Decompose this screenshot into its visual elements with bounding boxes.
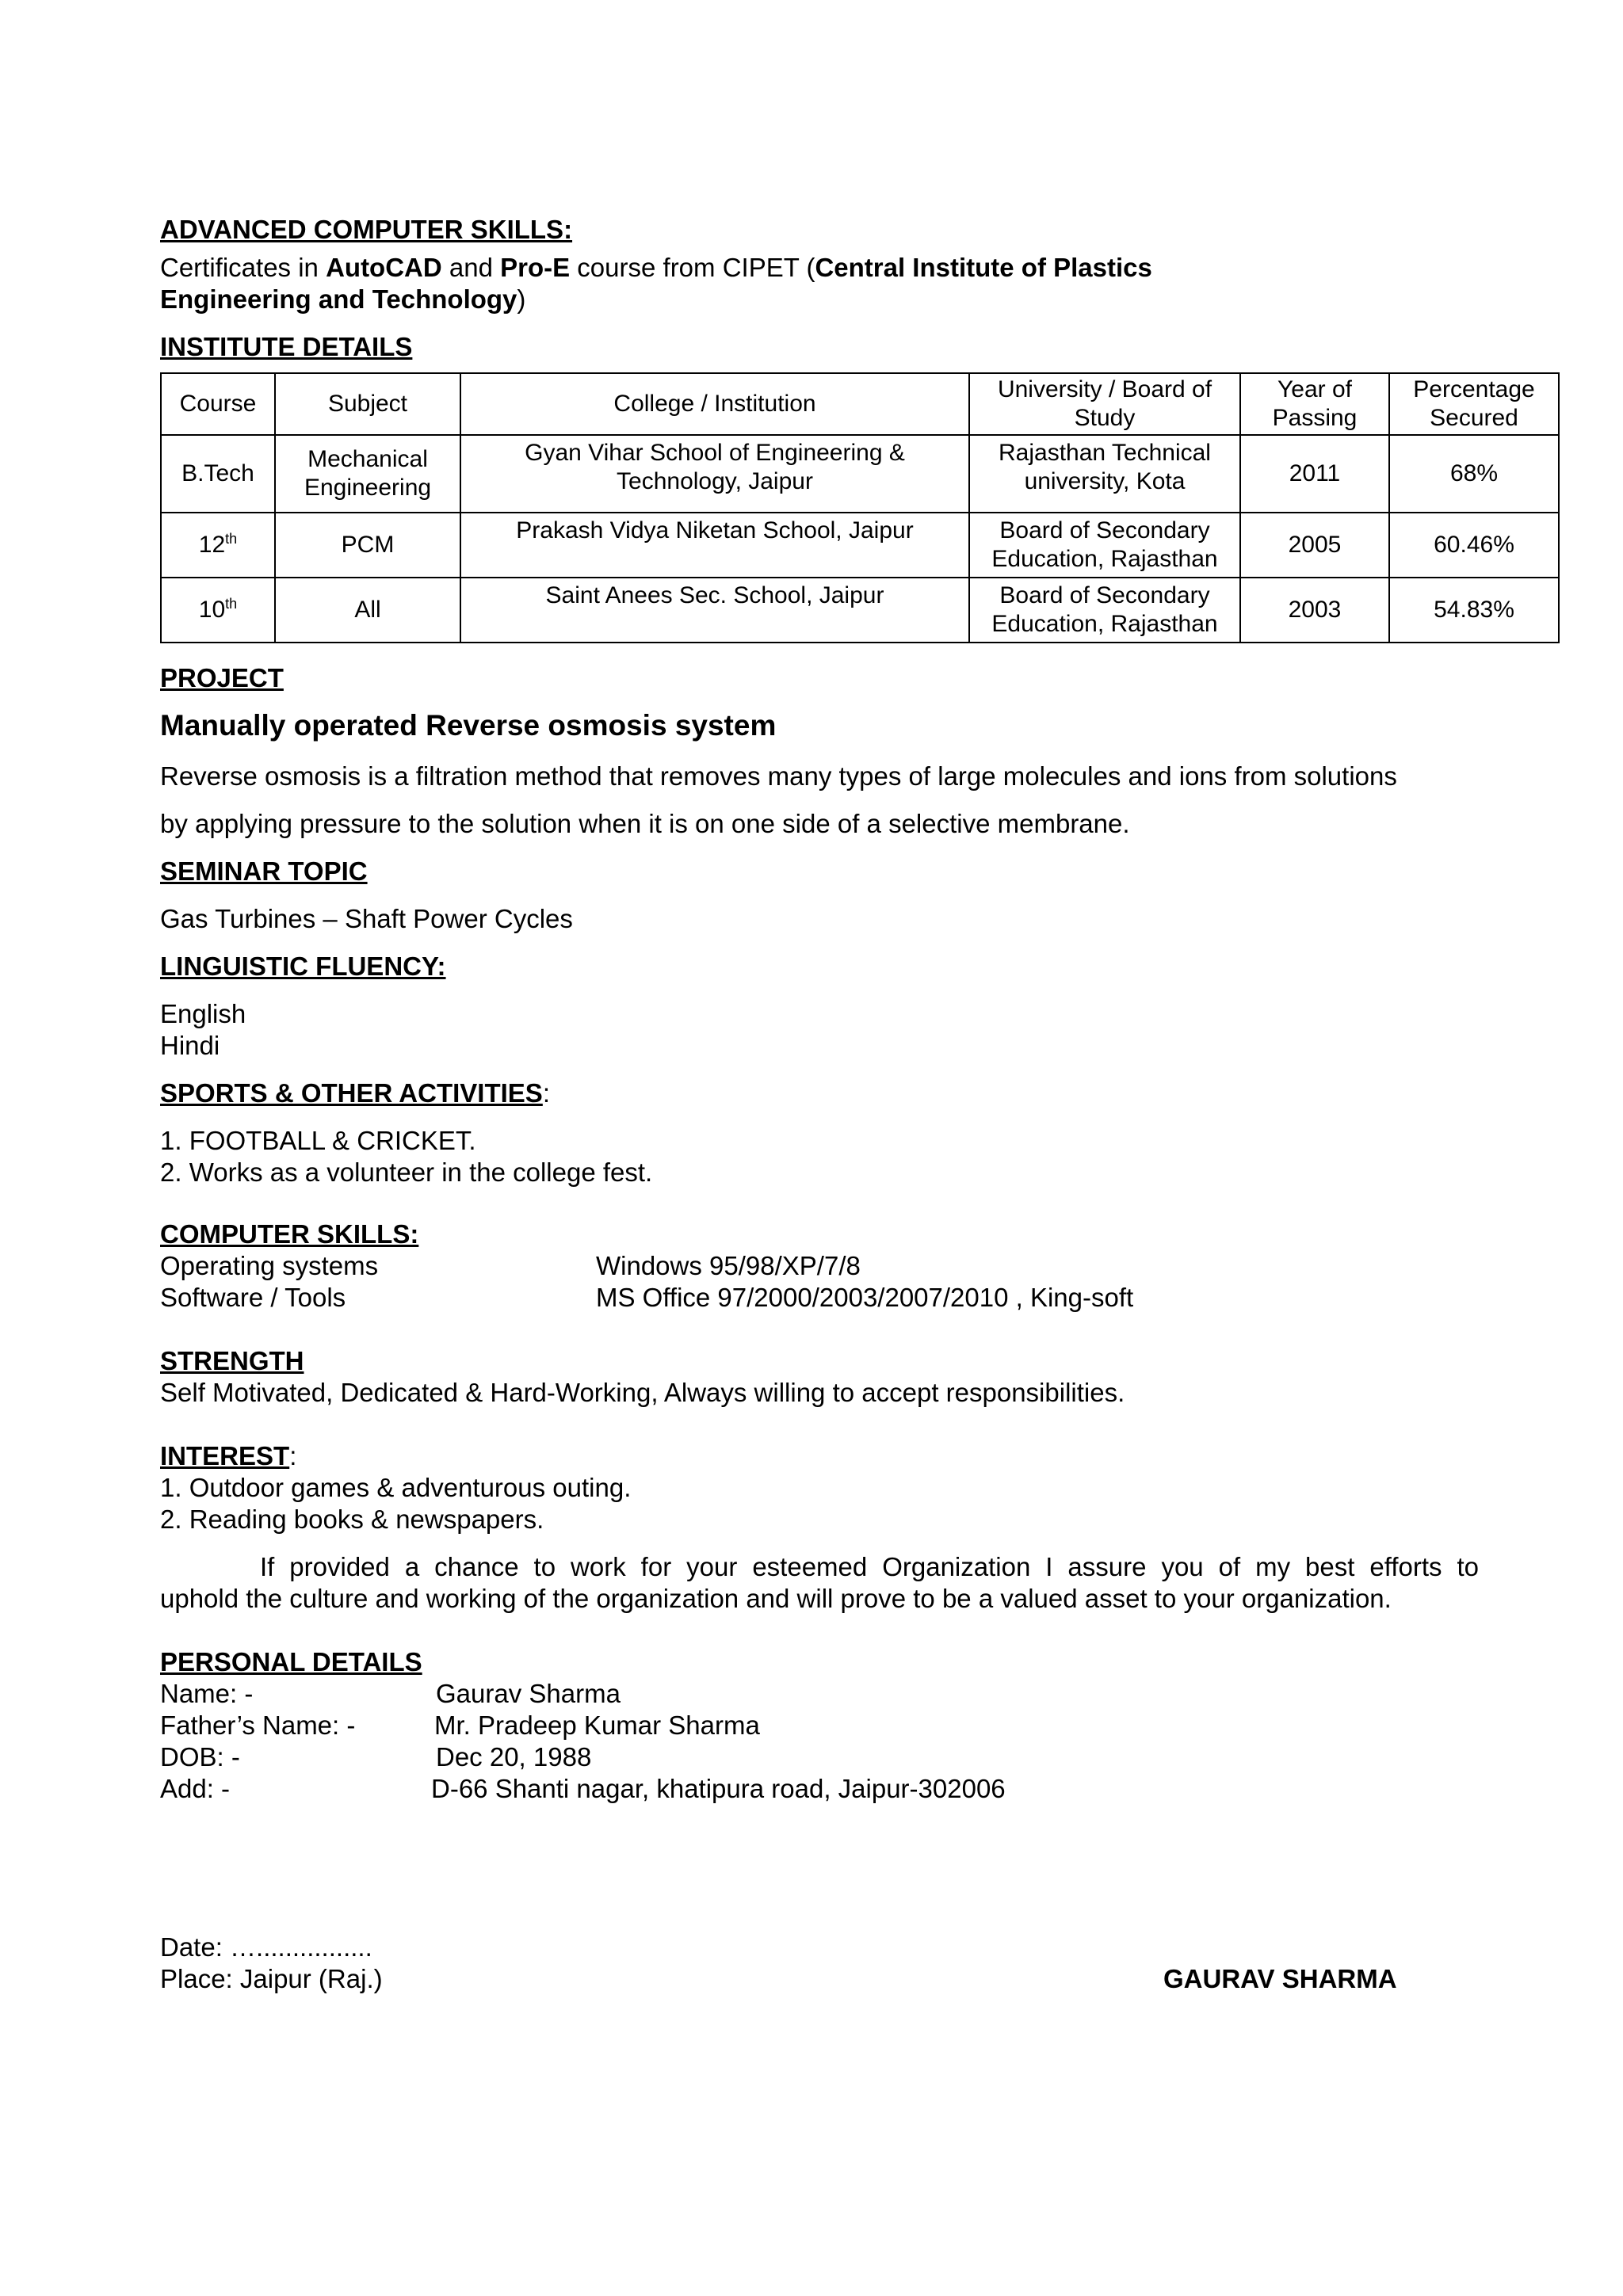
cell-college: Saint Anees Sec. School, Jaipur [460, 578, 969, 643]
personal-value: Gaurav Sharma [436, 1679, 621, 1708]
table-header-row [161, 373, 1559, 435]
date-line: Date: …................ [160, 1932, 372, 1962]
cell-subject: PCM [275, 513, 460, 578]
project-title: Manually operated Reverse osmosis system [160, 709, 777, 742]
project-description-line-1: Reverse osmosis is a filtration method that removes many types of large molecules and ions from solutions [160, 761, 1397, 791]
advanced-skills-line-2: Engineering and Technology) [160, 284, 526, 314]
institute-table [160, 372, 1560, 643]
cell-percentage: 60.46% [1389, 513, 1559, 578]
cell-subject: Mechanical Engineering [275, 435, 460, 513]
computer-skill-label: Software / Tools [160, 1283, 346, 1312]
signature-name: GAURAV SHARMA [1163, 1964, 1397, 1993]
institute-heading: INSTITUTE DETAILS [160, 332, 413, 361]
cell-subject: All [275, 578, 460, 643]
interest-heading-line: INTEREST: [160, 1441, 297, 1470]
cell-year: 2003 [1240, 578, 1389, 643]
personal-heading: PERSONAL DETAILS [160, 1647, 422, 1676]
sports-item: 2. Works as a volunteer in the college fest. [160, 1158, 653, 1187]
personal-value: Mr. Pradeep Kumar Sharma [434, 1711, 760, 1740]
sports-item: 1. FOOTBALL & CRICKET. [160, 1126, 476, 1155]
cell-course: B.Tech [161, 435, 275, 513]
cell-year: 2011 [1240, 435, 1389, 513]
cell-university: Board of Secondary Education, Rajasthan [969, 513, 1240, 578]
header-university: University / Board of Study [969, 373, 1240, 435]
linguistic-heading: LINGUISTIC FLUENCY: [160, 952, 446, 981]
personal-value: Dec 20, 1988 [436, 1742, 592, 1772]
cell-percentage: 68% [1389, 435, 1559, 513]
personal-label: Name: - [160, 1679, 254, 1708]
seminar-heading: SEMINAR TOPIC [160, 856, 368, 886]
cell-college: Gyan Vihar School of Engineering & Technology, Jaipur [460, 435, 969, 513]
interest-heading: INTEREST [160, 1441, 290, 1470]
advanced-skills-heading: ADVANCED COMPUTER SKILLS: [160, 215, 573, 244]
personal-value: D-66 Shanti nagar, khatipura road, Jaipur-302006 [431, 1774, 1006, 1803]
cell-college: Prakash Vidya Niketan School, Jaipur [460, 513, 969, 578]
table-row [161, 513, 1559, 578]
personal-label: DOB: - [160, 1742, 240, 1772]
personal-label: Add: - [160, 1774, 231, 1803]
seminar-topic: Gas Turbines – Shaft Power Cycles [160, 904, 573, 933]
cell-university: Rajasthan Technical university, Kota [969, 435, 1240, 513]
cell-course: 10th [161, 578, 275, 643]
language-item: English [160, 999, 246, 1028]
header-course: Course [161, 373, 275, 435]
closing-line-1: If provided a chance to work for your esteemed Organization I assure you of my best efforts to [260, 1552, 1479, 1581]
table-row [161, 435, 1559, 513]
strength-heading: STRENGTH [160, 1346, 304, 1375]
place-line: Place: Jaipur (Raj.) [160, 1964, 383, 1993]
project-description-line-2: by applying pressure to the solution when it is on one side of a selective membrane. [160, 809, 1130, 838]
sports-heading: SPORTS & OTHER ACTIVITIES [160, 1078, 543, 1108]
cell-percentage: 54.83% [1389, 578, 1559, 643]
strength-text: Self Motivated, Dedicated & Hard-Working, Always willing to accept responsibilities. [160, 1378, 1125, 1407]
header-college: College / Institution [460, 373, 969, 435]
computer-skill-label: Operating systems [160, 1251, 379, 1280]
personal-label: Father’s Name: - [160, 1711, 356, 1740]
header-subject: Subject [275, 373, 460, 435]
closing-line-2: uphold the culture and working of the organization and will prove to be a valued asset to your organization. [160, 1584, 1392, 1613]
computer-skill-value: MS Office 97/2000/2003/2007/2010 , King-soft [596, 1283, 1134, 1312]
computer-skill-value: Windows 95/98/XP/7/8 [596, 1251, 861, 1280]
sports-heading-line: SPORTS & OTHER ACTIVITIES: [160, 1078, 550, 1108]
interest-item: 2. Reading books & newspapers. [160, 1505, 544, 1534]
advanced-skills-line-1: Certificates in AutoCAD and Pro-E course from CIPET (Central Institute of Plastics [160, 253, 1152, 282]
cell-course: 12th [161, 513, 275, 578]
language-item: Hindi [160, 1031, 220, 1060]
header-percentage: Percentage Secured [1389, 373, 1559, 435]
interest-item: 1. Outdoor games & adventurous outing. [160, 1473, 632, 1502]
cell-university: Board of Secondary Education, Rajasthan [969, 578, 1240, 643]
table-row [161, 578, 1559, 643]
header-year: Year of Passing [1240, 373, 1389, 435]
computer-skills-heading: COMPUTER SKILLS: [160, 1219, 419, 1249]
project-heading: PROJECT [160, 663, 284, 692]
cell-year: 2005 [1240, 513, 1389, 578]
